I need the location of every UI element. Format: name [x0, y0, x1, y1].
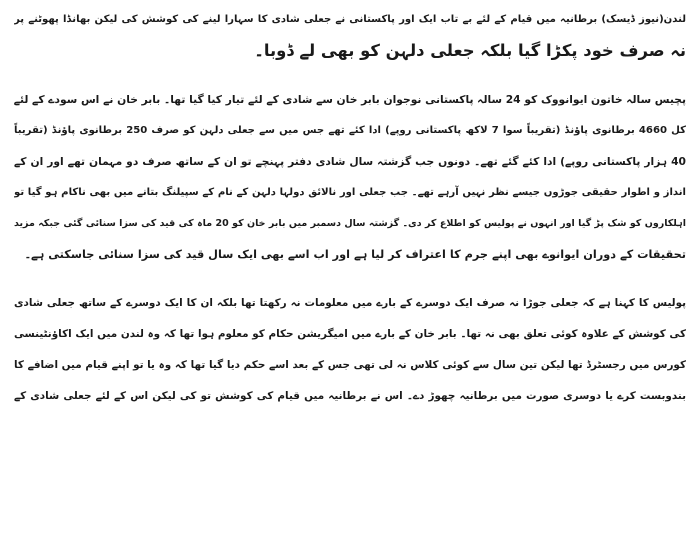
text-line: انداز و اطوار حقیقی جوڑوں جیسے نظر نہیں آرہے تھے۔ جب جعلی اور نالائق دولہا دلہن کے نام کے سپیلنگ بتانے میں بھی ناکام ہو گیا تو: [14, 187, 686, 198]
text-line: بندوبست کرے یا دوسری صورت میں برطانیہ چھوڑ دے۔ اس نے برطانیہ میں قیام کی کوشش تو کی لیکن اس کے لئے جعلی شادی کے: [14, 390, 686, 402]
text-line: کورس میں رجسٹرڈ تھا لیکن تین سال سے کوئی کلاس نہ لی تھی جس کے بعد اسے حکم دیا گیا تھا کہ وہ یا تو اپنے قیام میں اضافے کا: [14, 359, 686, 371]
paragraph-details: [14, 84, 686, 270]
text-line: لندن(نیوز ڈیسک) برطانیہ میں قیام کے لئے بے تاب ایک اور پاکستانی نے جعلی شادی کا سہارا لینے کی کوشش کی لیکن بھانڈا پھوٹنے پر: [14, 14, 686, 25]
text-line: نہ صرف خود پکڑا گیا بلکہ جعلی دلہن کو بھی لے ڈوبا۔: [254, 41, 686, 60]
text-line: کل 4660 برطانوی پاؤنڈ (تقریباً سوا 7 لاکھ پاکستانی روپے) ادا کئے تھے جس میں سے جعلی دلہن کو صرف 250 برطانوی پاؤنڈ (تقریباً: [14, 125, 686, 136]
text-line: کی کوشش کے علاوہ کوئی تعلق بھی نہ تھا۔ بابر خان کے بارے میں امیگریشن حکام کو معلوم ہوا تھا کہ وہ لندن میں ایک اکاؤنٹینسی: [14, 328, 686, 340]
text-line: تحقیقات کے دوران ایوانوے بھی اپنے جرم کا اعتراف کر لیا ہے اور اب اسے بھی ایک سال قید کی سزا سنائی جاسکتی ہے۔: [24, 248, 686, 261]
text-line: اہلکاروں کو شک پڑ گیا اور انہوں نے پولیس کو اطلاع کر دی۔ گزشتہ سال دسمبر میں بابر خان کو 20 ماہ کی قید کی سزا سنائی گئی جبکہ مزید: [14, 218, 686, 229]
paragraph-intro: [14, 4, 686, 66]
paragraph-police: [14, 288, 686, 412]
text-line: پولیس کا کہنا ہے کہ جعلی جوڑا نہ صرف ایک دوسرے کے بارے میں معلومات نہ رکھتا تھا بلکہ ان کا ایک دوسرے کے ساتھ جعلی شادی: [14, 297, 686, 309]
text-line: 40 ہزار پاکستانی روپے) ادا کئے گئے تھے۔ دونوں جب گزشتہ سال شادی دفتر پہنچے تو ان کے ساتھ صرف دو مہمان تھے اور ان کے: [14, 155, 686, 168]
text-line: پچیس سالہ خاتون ایوانووک کو 24 سالہ پاکستانی نوجوان بابر خان سے شادی کے لئے تیار کیا گیا تھا۔ بابر خان نے اس سودے کے لئے: [14, 93, 686, 106]
